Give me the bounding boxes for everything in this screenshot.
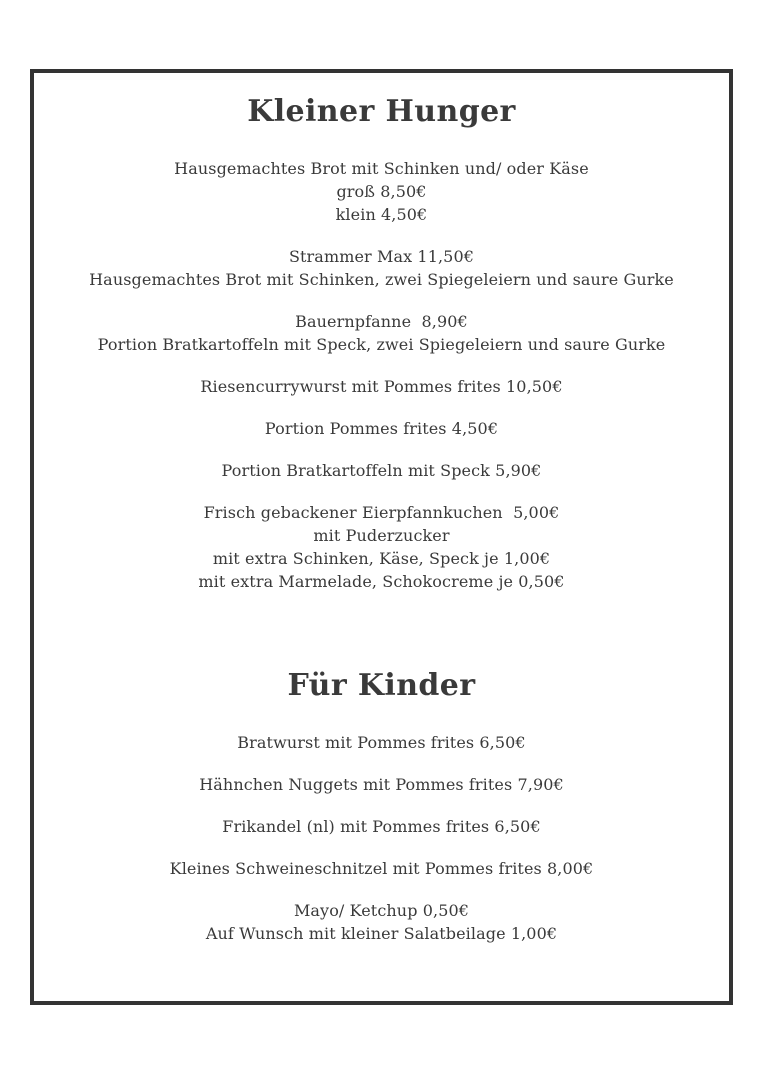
menu-content (34, 73, 729, 945)
menu-item (34, 417, 729, 440)
menu-line: Portion Bratkartoffeln mit Speck 5,90€ (221, 461, 542, 480)
menu-item (34, 501, 729, 593)
menu-line: Kleines Schweineschnitzel mit Pommes frites 8,00€ (169, 859, 594, 878)
menu-line: mit extra Schinken, Käse, Speck je 1,00€ (212, 549, 551, 568)
menu-item (34, 899, 729, 945)
menu-item (34, 459, 729, 482)
menu-line: Mayo/ Ketchup 0,50€ (293, 901, 470, 920)
menu-line: mit extra Marmelade, Schokocreme je 0,50€ (198, 572, 565, 591)
section-title: Kleiner Hunger (247, 94, 516, 129)
menu-line: mit Puderzucker (313, 526, 450, 545)
menu-line: groß 8,50€ (336, 182, 427, 201)
menu-item (34, 857, 729, 880)
menu-item (34, 773, 729, 796)
menu-line: Portion Pommes frites 4,50€ (264, 419, 499, 438)
section-title: Für Kinder (287, 668, 476, 703)
menu-line: Riesencurrywurst mit Pommes frites 10,50€ (200, 377, 563, 396)
menu-line: Strammer Max 11,50€ (288, 247, 475, 266)
menu-section (34, 94, 729, 593)
menu-item (34, 375, 729, 398)
menu-line: Bratwurst mit Pommes frites 6,50€ (237, 733, 526, 752)
menu-line: Hähnchen Nuggets mit Pommes frites 7,90€ (199, 775, 564, 794)
menu-line: Hausgemachtes Brot mit Schinken und/ oder Käse (174, 159, 589, 178)
menu-item (34, 157, 729, 226)
menu-item (34, 245, 729, 291)
menu-border-frame (30, 69, 733, 1005)
menu-section (34, 668, 729, 945)
menu-line: Bauernpfanne 8,90€ (295, 312, 468, 331)
menu-line: klein 4,50€ (335, 205, 428, 224)
menu-line: Hausgemachtes Brot mit Schinken, zwei Spiegeleiern und saure Gurke (89, 270, 674, 289)
menu-line: Frisch gebackener Eierpfannkuchen 5,00€ (203, 503, 560, 522)
menu-line: Auf Wunsch mit kleiner Salatbeilage 1,00€ (205, 924, 558, 943)
menu-item (34, 731, 729, 754)
menu-line: Portion Bratkartoffeln mit Speck, zwei Spiegeleiern und saure Gurke (97, 335, 666, 354)
menu-item (34, 310, 729, 356)
menu-line: Frikandel (nl) mit Pommes frites 6,50€ (222, 817, 541, 836)
menu-item (34, 815, 729, 838)
